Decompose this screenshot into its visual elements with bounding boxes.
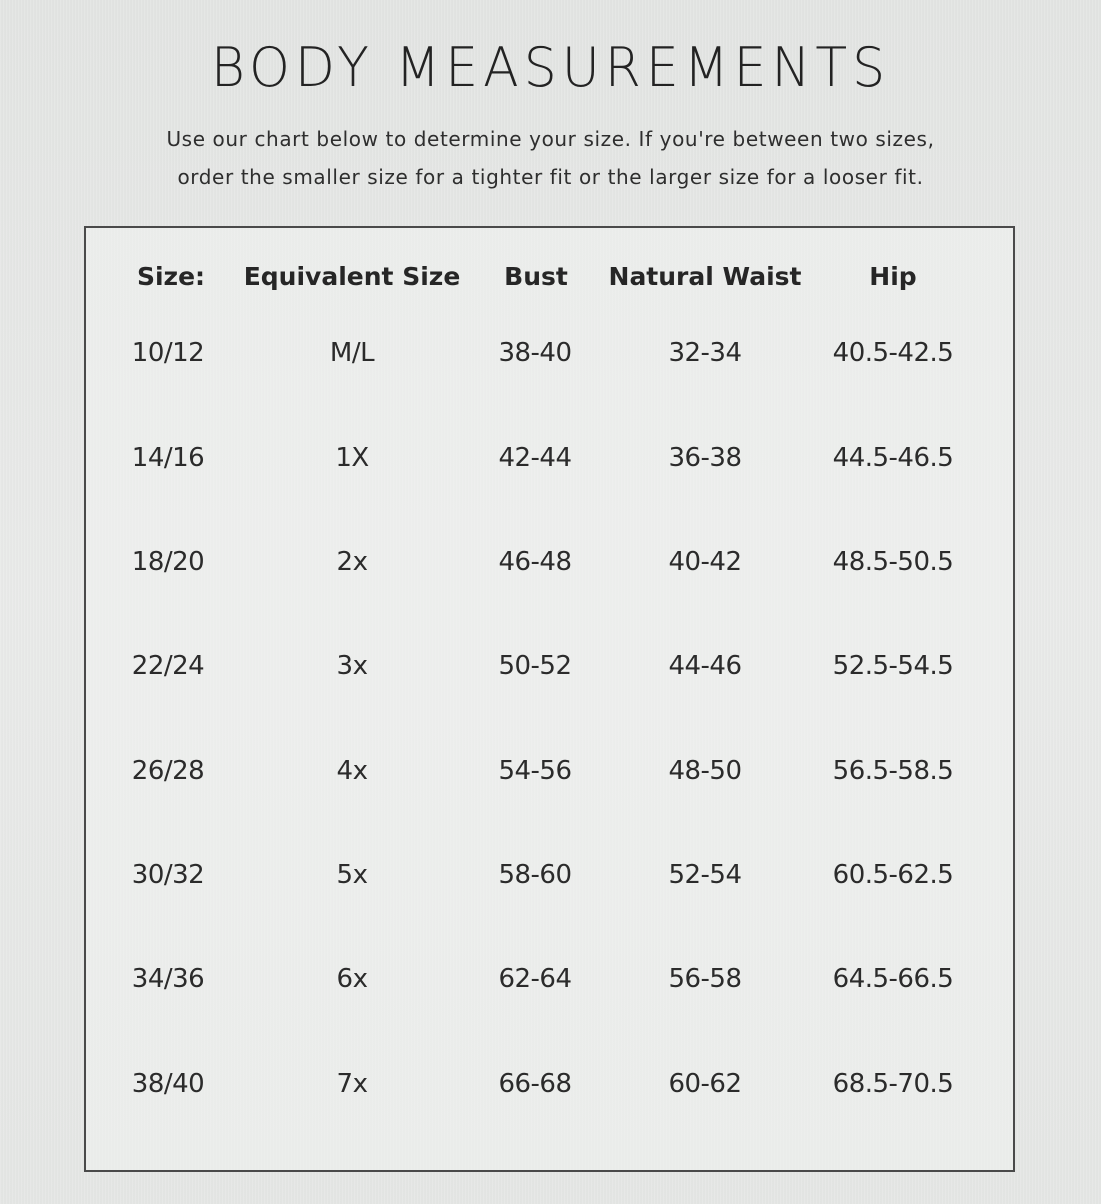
cell-equivalent-size: M/L: [329, 338, 375, 368]
table-row: [0, 651, 1101, 691]
cell-size: 26/28: [131, 756, 205, 786]
cell-hip: 68.5-70.5: [832, 1069, 954, 1099]
cell-equivalent-size: 7x: [336, 1069, 368, 1099]
cell-hip: 48.5-50.5: [832, 547, 954, 577]
page-title: BODY MEASUREMENTS: [210, 36, 891, 100]
cell-bust: 58-60: [498, 860, 572, 890]
cell-natural-waist: 40-42: [668, 547, 742, 577]
cell-natural-waist: 44-46: [668, 651, 742, 681]
table-row: [0, 964, 1101, 1004]
cell-bust: 54-56: [498, 756, 572, 786]
cell-equivalent-size: 5x: [336, 860, 368, 890]
table-row: [0, 443, 1101, 483]
cell-natural-waist: 32-34: [668, 338, 742, 368]
cell-size: 22/24: [131, 651, 205, 681]
intro-line-1: Use our chart below to determine your size. If you're between two sizes,: [166, 127, 935, 151]
cell-equivalent-size: 6x: [336, 964, 368, 994]
cell-equivalent-size: 3x: [336, 651, 368, 681]
cell-natural-waist: 48-50: [668, 756, 742, 786]
cell-size: 10/12: [131, 338, 205, 368]
header-equivalent-size: Equivalent Size: [243, 262, 461, 291]
cell-size: 14/16: [131, 443, 205, 473]
cell-hip: 60.5-62.5: [832, 860, 954, 890]
cell-natural-waist: 60-62: [668, 1069, 742, 1099]
table-row: [0, 338, 1101, 378]
cell-bust: 46-48: [498, 547, 572, 577]
header-bust: Bust: [504, 262, 568, 291]
cell-hip: 44.5-46.5: [832, 443, 954, 473]
cell-hip: 40.5-42.5: [832, 338, 954, 368]
intro-text: [0, 120, 1101, 196]
cell-natural-waist: 56-58: [668, 964, 742, 994]
table-row: [0, 1069, 1101, 1109]
header-size: Size:: [136, 262, 206, 291]
table-row: [0, 860, 1101, 900]
cell-bust: 66-68: [498, 1069, 572, 1099]
header-natural-waist: Natural Waist: [608, 262, 802, 291]
cell-size: 38/40: [131, 1069, 205, 1099]
cell-size: 34/36: [131, 964, 205, 994]
cell-hip: 56.5-58.5: [832, 756, 954, 786]
cell-equivalent-size: 2x: [336, 547, 368, 577]
cell-natural-waist: 52-54: [668, 860, 742, 890]
cell-size: 18/20: [131, 547, 205, 577]
cell-bust: 62-64: [498, 964, 572, 994]
table-row: [0, 756, 1101, 796]
cell-hip: 64.5-66.5: [832, 964, 954, 994]
table-row: [0, 547, 1101, 587]
cell-equivalent-size: 1X: [335, 443, 369, 473]
cell-bust: 50-52: [498, 651, 572, 681]
header-hip: Hip: [869, 262, 917, 291]
cell-bust: 42-44: [498, 443, 572, 473]
cell-hip: 52.5-54.5: [832, 651, 954, 681]
intro-line-2: order the smaller size for a tighter fit or the larger size for a looser fit.: [177, 165, 924, 189]
cell-size: 30/32: [131, 860, 205, 890]
cell-bust: 38-40: [498, 338, 572, 368]
cell-natural-waist: 36-38: [668, 443, 742, 473]
cell-equivalent-size: 4x: [336, 756, 368, 786]
table-header-row: [0, 262, 1101, 302]
